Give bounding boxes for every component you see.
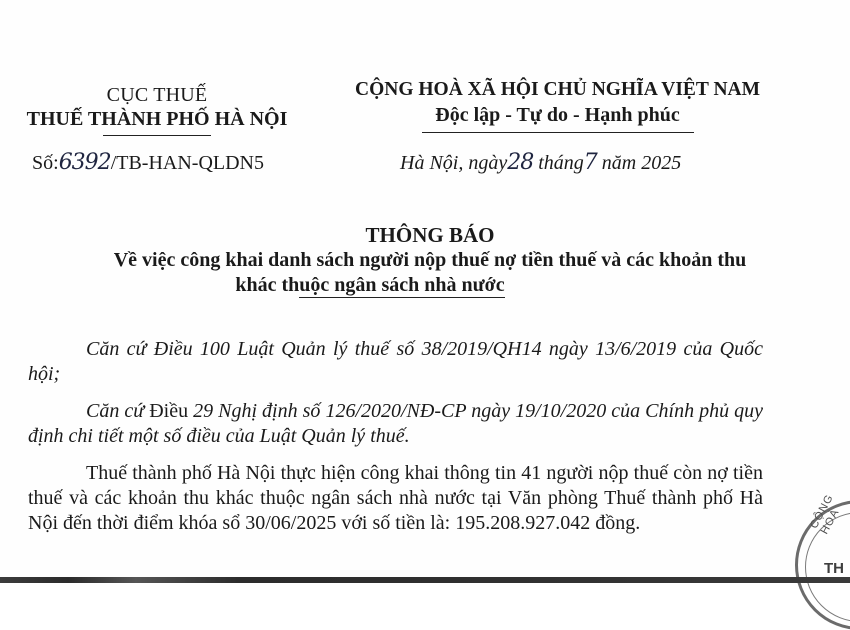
document-number (32, 150, 264, 176)
month-label: tháng (538, 152, 584, 174)
seal-arc-text: CỘNG HOÀ (808, 492, 842, 537)
subject-line-2-prefix: khác th (235, 274, 300, 296)
notice-body (28, 337, 763, 548)
place-date-prefix: Hà Nội, ngày (400, 152, 508, 174)
agency-name: THUẾ THÀNH PHỐ HÀ NỘI (26, 108, 288, 130)
nation-name: CỘNG HOÀ XÃ HỘI CHỦ NGHĨA VIỆT NAM (354, 79, 761, 100)
motto-underline-divider (422, 132, 694, 133)
legal-basis-2-a: Căn cứ (86, 400, 150, 422)
place-and-date (400, 150, 681, 176)
seal-center-text: TH (824, 560, 844, 577)
legal-basis-2-upright: Điều (149, 400, 189, 422)
main-paragraph: Thuế thành phố Hà Nội thực hiện công khai thông tin 41 người nộp thuế còn nợ tiền thuế và các khoản thu khác thuộc ngân sách nhà nước tại Văn phòng Thuế thành phố Hà Nội đến thời điểm khóa sổ 30/06/2025 với số tiền là: 195.208.927.042 đồng. (28, 462, 763, 534)
legal-basis-2-b: 29 Nghị định số 126/2020/NĐ-CP ngày 19/10/2020 của Chính phủ quy định chi tiết một số điều của Luật Quản lý thuế. (28, 400, 763, 447)
issuing-agency-header (12, 84, 302, 136)
subject-line-2 (0, 273, 850, 298)
national-motto: Độc lập - Tự do - Hạnh phúc (435, 104, 680, 126)
agency-underline-divider (103, 135, 211, 136)
parent-agency: CỤC THUẾ (106, 84, 208, 106)
doc-number-suffix: /TB-HAN-QLDN5 (110, 152, 264, 174)
document-type-title: THÔNG BÁO (365, 223, 495, 247)
month-handwritten: 7 (583, 150, 597, 175)
legal-basis-1: Căn cứ Điều 100 Luật Quản lý thuế số 38/2019/QH14 ngày 13/6/2019 của Quốc hội; (28, 338, 763, 385)
doc-number-prefix: Số: (32, 152, 59, 174)
subject-line-1: Về việc công khai danh sách người nộp thuế nợ tiền thuế và các khoản thu (113, 249, 747, 271)
cut-off-next-line (0, 577, 850, 583)
day-handwritten: 28 (507, 150, 534, 175)
national-header (345, 78, 770, 133)
subject-line-2-underlined: uộc ngân sách nhà nước (299, 274, 505, 296)
notice-title-block (0, 223, 850, 298)
year-label: năm 2025 (601, 152, 682, 174)
legal-basis-2 (28, 399, 763, 449)
doc-number-handwritten: 6392 (58, 150, 111, 175)
